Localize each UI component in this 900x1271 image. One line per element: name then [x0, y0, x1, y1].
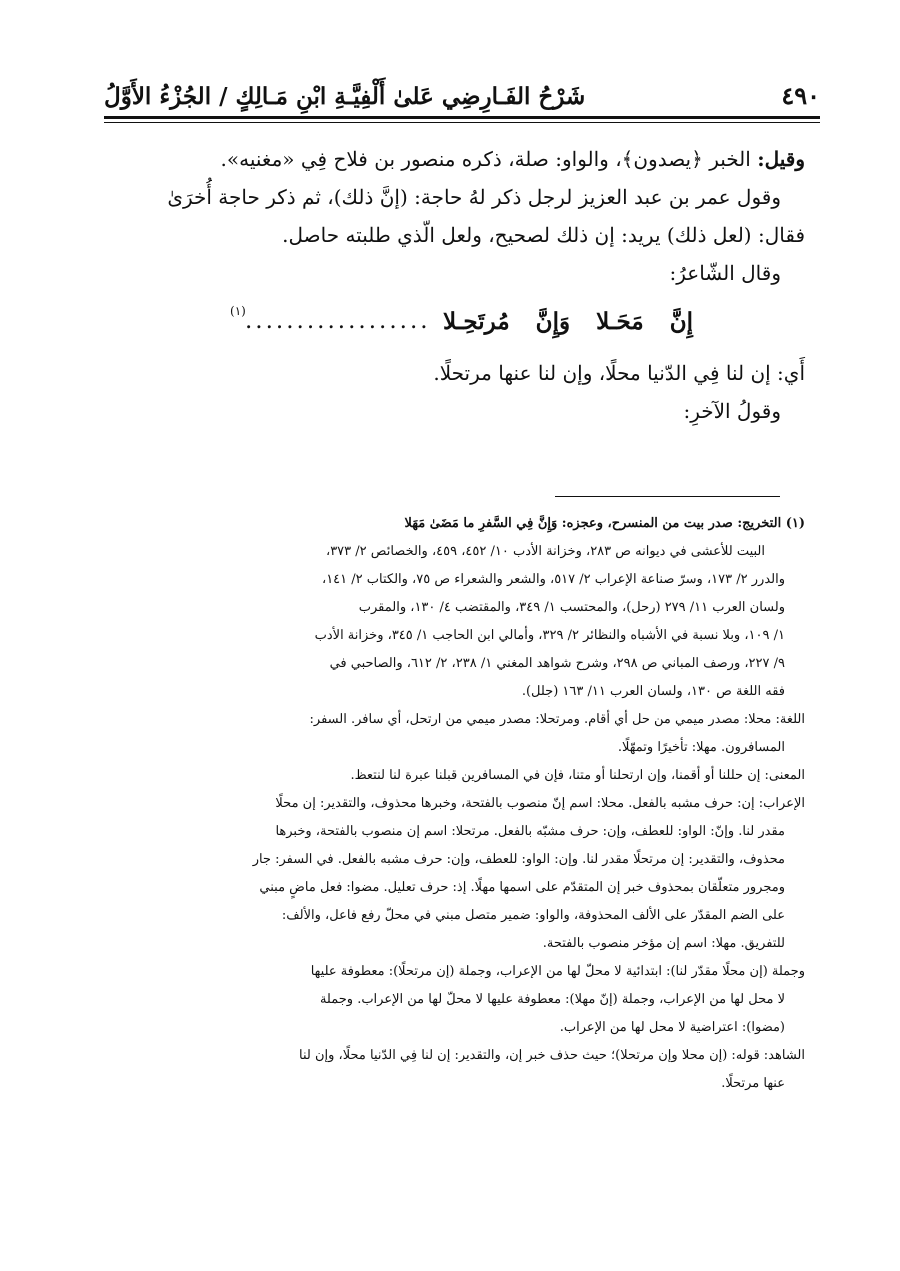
footnote-line-16: للتفريق. مهلا: اسم إن مؤخر منصوب بالفتحة. — [542, 936, 785, 951]
footnote-line-9: المسافرون. مهلا: تأخيرًا وتمهّلًا. — [617, 740, 785, 755]
footnote-line-18: لا محل لها من الإعراب، وجملة (إنّ مهلا): معطوفة عليها لا محلّ لها من الإعراب. وجملة — [319, 992, 785, 1007]
header-rule-thick — [104, 116, 820, 119]
footnotes — [100, 510, 805, 1098]
footnote-line-3: والدرر ٢/ ١٧٣، وسرّ صناعة الإعراب ٢/ ٥١٧، والشعر والشعراء ص ٧٥، والكتاب ٢/ ١٤١، — [321, 572, 785, 587]
footnote-line-11: الإعراب: إن: حرف مشبه بالفعل. محلا: اسم إنّ منصوب بالفتحة، وخبرها محذوف، والتقدير: إن محلًا — [275, 796, 805, 811]
text-line-1 — [100, 140, 805, 178]
footnote-line-15: على الضم المقدّر على الألف المحذوفة، والواو: ضمير متصل مبني في محلّ رفع فاعل، والألف: — [281, 908, 785, 923]
main-text — [100, 140, 805, 430]
text-line-5: أَي: إن لنا فِي الدّنيا محلًا، وإن لنا عنها مرتحلًا. — [433, 361, 805, 385]
page-header — [104, 70, 820, 110]
verse-dots: .................. — [245, 308, 431, 334]
text-line-6: وقولُ الآخرِ: — [683, 399, 781, 423]
footnote-line-2: البيت للأعشى في ديوانه ص ٢٨٣، وخزانة الأدب ١٠/ ٤٥٢، ٤٥٩، والخصائص ٢/ ٣٧٣، — [326, 544, 765, 559]
header-rule-thin — [104, 122, 820, 123]
text-line-2: وقول عمر بن عبد العزيز لرجل ذكر لهُ حاجة: (إنَّ ذلك)، ثم ذكر حاجة أُخرَىٰ — [167, 185, 781, 209]
footnote-line-1: (١) التخريج: صدر بيت من المنسرح، وعجزه: وَإِنَّ فِي السَّفرِ ما مَضَىٰ مَهَلا — [404, 516, 805, 531]
footnote-line-7: فقه اللغة ص ١٣٠، ولسان العرب ١١/ ١٦٣ (جلل). — [521, 684, 785, 699]
footnote-line-6: ٩/ ٢٢٧، ورصف المباني ص ٢٩٨، وشرح شواهد المغني ١/ ٢٣٨، ٢/ ٦١٢، والصاحبي في — [329, 656, 785, 671]
footnote-line-10: المعنى: إن حللنا أو أقمنا، وإن ارتحلنا أو متنا، فإن في المسافرين قبلنا عبرة لنا لنتعظ. — [350, 768, 805, 783]
page-number: ٤٩٠ — [781, 81, 820, 110]
footnote-line-17: وجملة (إن محلًا مقدّر لنا): ابتدائية لا محلّ لها من الإعراب، وجملة (إن مرتحلًا): معطوفة عليها — [310, 964, 805, 979]
footnote-line-4: ولسان العرب ١١/ ٢٧٩ (رحل)، والمحتسب ١/ ٣٤٩، والمقتضب ٤/ ١٣٠، والمقرب — [358, 600, 785, 615]
term-label: وقيل: — [757, 147, 805, 171]
text-line-3: فقال: (لعل ذلك) يريد: إن ذلك لصحيح، ولعل الّذي طلبته حاصل. — [282, 223, 805, 247]
text-line-1-rest: الخبر ﴿يصدون﴾، والواو: صلة، ذكره منصور بن فلاح فِي «مغنيه». — [220, 147, 758, 171]
verse-hemistich: إِنَّ مَحَـلا وَإِنَّ مُرتَحِـلا — [442, 308, 693, 335]
footnote-line-5: ١/ ١٠٩، وبلا نسبة في الأشباه والنظائر ٢/ ٣٢٩، وأمالي ابن الحاجب ١/ ٣٤٥، وخزانة الأدب — [314, 628, 785, 643]
footnote-line-13: محذوف، والتقدير: إن مرتحلًا مقدر لنا. وإن: الواو: للعطف، وإن: حرف مشبه بالفعل. في السفر: جار — [252, 852, 785, 867]
footnote-line-12: مقدر لنا. وإنّ: الواو: للعطف، وإن: حرف مشبّه بالفعل. مرتحلا: اسم إن منصوب بالفتحة، وخبرها — [275, 824, 785, 839]
footnote-line-21: عنها مرتحلًا. — [721, 1076, 785, 1091]
poetry-verse — [100, 300, 805, 352]
footnote-line-8: اللغة: محلا: مصدر ميمي من حل أي أقام. ومرتحلا: مصدر ميمي من ارتحل، أي سافر. السفر: — [309, 712, 805, 727]
footnote-separator — [555, 496, 780, 497]
footnote-line-14: ومجرور متعلّقان بمحذوف خبر إن المتقدّم على اسمها مهلًا. إذ: حرف تعليل. مضوا: فعل ماضٍ مبني — [259, 880, 785, 895]
footnote-reference: (١) — [230, 304, 246, 318]
running-title: شَرْحُ الفَـارِضِي عَلىٰ أَلْفِيَّـةِ ابْنِ مَـالِكٍ / الجُزْءُ الأَوَّلُ — [104, 83, 586, 110]
footnote-line-19: (مضوا): اعتراضية لا محل لها من الإعراب. — [559, 1020, 785, 1035]
text-line-4: وقال الشّاعرُ: — [669, 261, 781, 285]
footnote-line-20: الشاهد: قوله: (إن محلا وإن مرتحلا)؛ حيث حذف خبر إن، والتقدير: إن لنا فِي الدّنيا محلًا، وإن لنا — [299, 1048, 805, 1063]
